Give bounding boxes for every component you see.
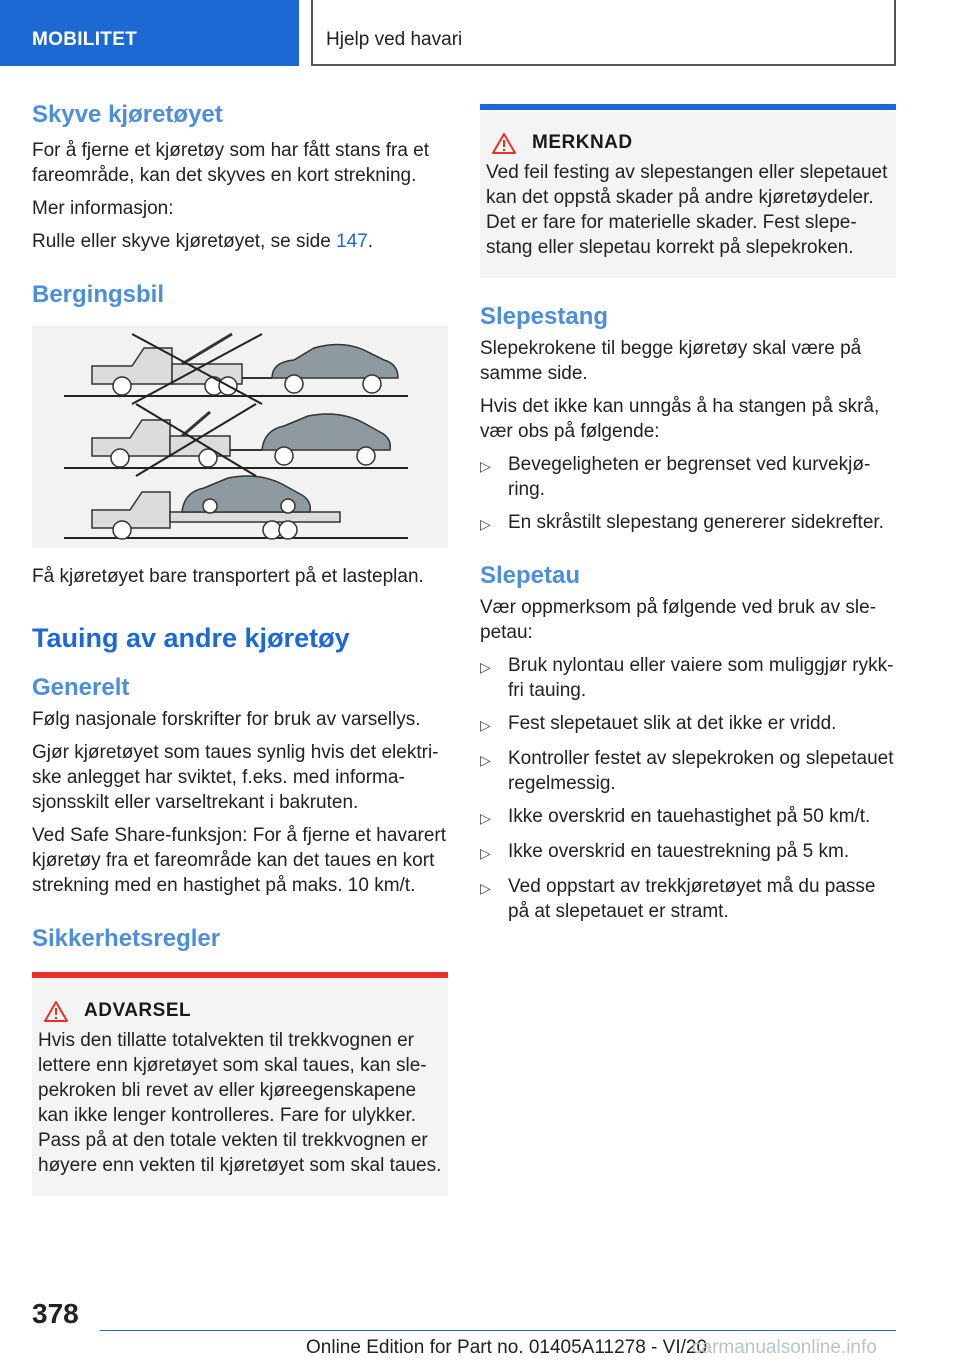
list-item: ▷ Kontroller festet av slepekroken og slepetauet regelmessig. [480,748,894,794]
warning-body: Hvis den tillatte totalvekten til trekkvognen er lettere enn kjøretøyet som skal taues, kan slepekroken bli revet av eller kjøreegenskapene kan ikke lenger kontrolleres. Fare for ulykker. Pass på at den totale vekten til trekkvognen er høyere enn vekten til kjøretøyet som skal taues. [38,1030,442,1176]
section-tab: MOBILITET [0,0,299,66]
footer-divider [100,1330,896,1331]
list-item: ▷ Ikke overskrid en tauestrekning på 5 km. [480,839,896,866]
para-generelt-2: Gjør kjøretøyet som taues synlig hvis det elektriske anlegget har sviktet, f.eks. med informasjonsskilt eller varseltrekant i bakruten. [32,742,439,813]
triangle-right-icon: ▷ [480,845,491,861]
warning-title: ADVARSEL [84,1000,192,1021]
list-item: ▷ Bruk nylontau eller vaiere som muliggjør rykkfri tauing. [480,655,894,701]
triangle-right-icon: ▷ [480,880,491,896]
towing-illustration [32,326,448,548]
para-generelt-3: Ved Safe Share-funksjon: For å fjerne et havarert kjøretøy fra et fareområde kan det taues en kort strekning med en hastighet på maks. 10 km/t. [32,825,447,896]
caption-bergingsbil: Få kjøretøyet bare transportert på et lasteplan. [32,566,424,587]
notice-body: Ved feil festing av slepestangen eller slepetauet kan det oppstå skader på andre kjøretøydeler. Det er fare for materielle skader. Fest slepestang eller slepetau korrekt på slepekroken. [486,162,888,258]
heading-generelt: Generelt [32,674,130,701]
para-skyve-3-end: . [367,231,374,252]
chapter-title: Hjelp ved havari [311,0,896,66]
para-skyve-1: For å fjerne et kjøretøy som har fått stans fra et fareområde, kan det skyves en kort strekning. [32,140,430,186]
list-slepetau [480,653,896,924]
warning-triangle-icon [44,1000,68,1022]
watermark: carmanualsonline.info [692,1337,877,1358]
triangle-right-icon: ▷ [480,458,491,474]
warning-box [32,972,448,1196]
triangle-right-icon: ▷ [480,717,491,733]
list-item: ▷ Ved oppstart av trekkjøretøyet må du passe på at slepetauet er stramt. [480,876,876,922]
list-slepestang [480,452,896,537]
heading-tauing: Tauing av andre kjøretøy [32,623,350,653]
footer-edition: Online Edition for Part no. 01405A11278 - VI/20 [306,1337,708,1358]
para-generelt-1: Følg nasjonale forskrifter for bruk av varsellys. [32,709,421,730]
list-item: ▷ Bevegeligheten er begrenset ved kurvekjøring. [480,454,871,500]
para-slepetau-1: Vær oppmerksom på følgende ved bruk av slepetau: [480,597,877,643]
page-link-147[interactable]: 147 [336,231,368,252]
list-item: ▷ Ikke overskrid en tauehastighet på 50 km/t. [480,804,896,831]
right-column [480,104,896,924]
page-number: 378 [32,1298,79,1329]
para-slepestang-1: Slepekrokene til begge kjøretøy skal være på samme side. [480,338,862,384]
notice-box [480,104,896,278]
heading-slepestang: Slepestang [480,303,609,330]
list-item: ▷ En skråstilt slepestang genererer sidekrefter. [480,510,896,537]
heading-skyve: Skyve kjøretøyet [32,101,223,128]
para-slepestang-2: Hvis det ikke kan unngås å ha stangen på skrå, vær obs på følgende: [480,396,880,442]
warning-triangle-icon [492,132,516,154]
para-skyve-3 [32,229,448,254]
notice-header [486,132,890,154]
triangle-right-icon: ▷ [480,752,491,768]
heading-bergingsbil: Bergingsbil [32,281,165,308]
list-item: ▷ Fest slepetauet slik at det ikke er vridd. [480,711,896,738]
para-skyve-2: Mer informasjon: [32,198,174,219]
left-column [32,100,448,1196]
triangle-right-icon: ▷ [480,659,491,675]
para-skyve-3-text: Rulle eller skyve kjøretøyet, se side [32,231,337,252]
heading-slepetau: Slepetau [480,562,581,589]
triangle-right-icon: ▷ [480,516,491,532]
warning-header [38,1000,442,1022]
towing-trucks-image [32,326,448,548]
notice-title: MERKNAD [532,132,633,153]
heading-sikkerhet: Sikkerhetsregler [32,925,221,952]
triangle-right-icon: ▷ [480,810,491,826]
